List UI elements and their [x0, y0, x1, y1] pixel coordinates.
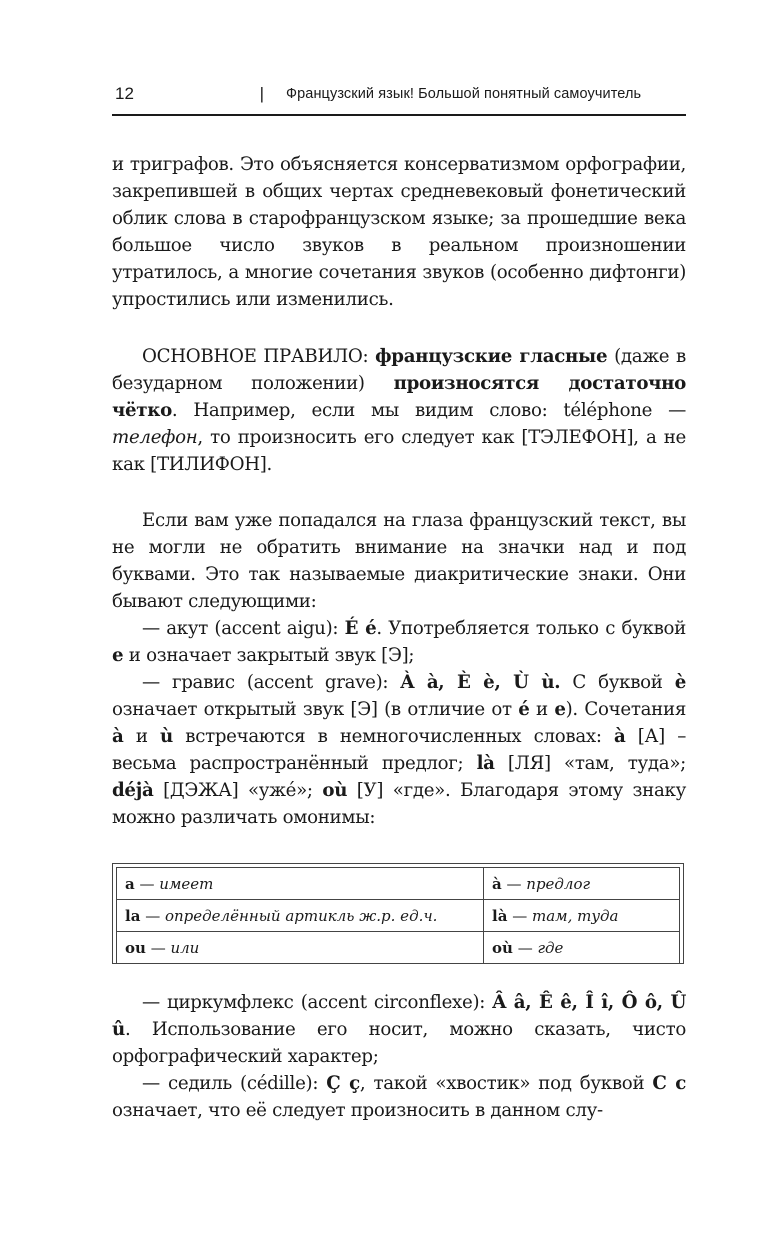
running-title: Французский язык! Большой понятный самоучитель	[286, 86, 642, 102]
paragraph-text: и триграфов. Это объясняется консерватизмом орфографии, закрепившей в общих чертах средневековый фонетический облик слова в старофранцузском языке; за прошедшие века большое число звуков в реальном произношении утратилось, а многие сочетания звуков (особенно дифтонги) упростились или изменились.	[112, 154, 686, 310]
letter-example: ù	[159, 726, 173, 747]
word: la	[125, 906, 141, 925]
item-text: [А] – весьма распространённый предлог;	[112, 726, 686, 774]
rule-text: (даже в безударном положении)	[112, 346, 686, 394]
item-text: — гравис (accent grave):	[142, 672, 401, 693]
table-cell	[117, 932, 484, 964]
gloss: имеет	[159, 874, 214, 893]
accent-grave-item	[112, 669, 686, 831]
main-rule-text	[112, 343, 686, 478]
item-text: С буквой	[560, 672, 675, 693]
diacritics-continued	[112, 989, 686, 1124]
rule-text: , то произносить его следует как [ТЭЛЕФОН], а не как [ТИЛИФОН].	[112, 427, 686, 475]
item-text: — акут (accent aigu):	[142, 618, 345, 639]
rule-emphasis: французские гласные	[375, 346, 608, 367]
word: a	[125, 874, 135, 893]
item-text: встречаются в немногочисленных словах:	[172, 726, 614, 747]
homonyms-table	[112, 863, 684, 964]
item-text: — циркумфлекс (accent circonflexe):	[142, 992, 493, 1013]
diacritics-section	[112, 507, 686, 831]
item-text: и	[529, 699, 555, 720]
table-row	[117, 868, 680, 900]
table-cell	[484, 868, 680, 900]
table-cell	[117, 868, 484, 900]
cedilla-item	[112, 1070, 686, 1124]
dash: —	[512, 938, 538, 957]
item-text: означает, что её следует произносить в данном слу-	[112, 1100, 603, 1121]
letter-example: à	[112, 726, 124, 747]
table-row	[117, 932, 680, 964]
homonyms-grid	[116, 867, 680, 964]
letter-example: е	[554, 699, 566, 720]
letter-example: où	[322, 780, 348, 801]
letter-example: É é	[344, 618, 377, 639]
item-text: ). Сочетания	[565, 699, 686, 720]
accent-aigu-item	[112, 615, 686, 669]
table-cell	[484, 900, 680, 932]
rule-text: . Например, если мы видим слово: téléphone —	[171, 400, 686, 421]
letter-example: é	[518, 699, 530, 720]
letter-example: è	[674, 672, 686, 693]
dash: —	[134, 874, 160, 893]
dash: —	[140, 906, 165, 925]
word: où	[492, 938, 513, 957]
rule-translation: телефон	[112, 427, 198, 448]
letter-example: е	[112, 645, 124, 666]
word: ou	[125, 938, 146, 957]
item-text: . Употребляется только с буквой	[376, 618, 686, 639]
letter-example: déjà	[112, 780, 154, 801]
dash: —	[501, 874, 527, 893]
item-text: и означает закрытый звук [Э];	[123, 645, 415, 666]
item-text: [У] «где». Благодаря этому знаку можно различать омонимы:	[112, 780, 686, 828]
letter-example: С с	[652, 1073, 686, 1094]
letter-example: Ç ç	[326, 1073, 360, 1094]
paragraph-orthography	[112, 151, 686, 313]
table-cell	[484, 932, 680, 964]
dash: —	[145, 938, 171, 957]
paragraph-main-rule	[112, 343, 686, 478]
page-number: 12	[115, 84, 134, 103]
word: à	[492, 874, 502, 893]
item-text: — седиль (cédille):	[142, 1073, 327, 1094]
letter-example: À à, È è, Ù ù.	[400, 672, 561, 693]
table-cell	[117, 900, 484, 932]
gloss: там, туда	[531, 906, 619, 925]
running-header	[112, 84, 686, 116]
rule-label: ОСНОВНОЕ ПРАВИЛО:	[142, 346, 376, 367]
header-separator: |	[259, 84, 264, 103]
rule-emphasis: произносятся достаточно чётко	[112, 373, 687, 421]
gloss: где	[537, 938, 564, 957]
dash: —	[507, 906, 532, 925]
circumflex-item	[112, 989, 686, 1070]
item-text: . Использование его носит, можно сказать, чисто орфографический характер;	[112, 1019, 686, 1067]
gloss: или	[170, 938, 200, 957]
letter-example: là	[476, 753, 495, 774]
letter-example: Â â, Ê ê, Î î, Ô ô, Û û	[112, 992, 687, 1040]
table-row	[117, 900, 680, 932]
item-text: и	[123, 726, 160, 747]
letter-example: à	[613, 726, 626, 747]
gloss: определённый артикль ж.р. ед.ч.	[164, 906, 438, 925]
word: là	[492, 906, 508, 925]
gloss: предлог	[526, 874, 591, 893]
item-text: , такой «хвостик» под буквой	[359, 1073, 653, 1094]
item-text: [ДЭЖА] «ужé»;	[153, 780, 323, 801]
item-text: [ЛЯ] «там, туда»;	[494, 753, 686, 774]
diacritics-intro: Если вам уже попадался на глаза французский текст, вы не могли не обратить внимание на значки над и под буквами. Это так называемые диакритические знаки. Они бывают следующими:	[112, 510, 686, 612]
item-text: означает открытый звук [Э] (в отличие от	[112, 699, 519, 720]
